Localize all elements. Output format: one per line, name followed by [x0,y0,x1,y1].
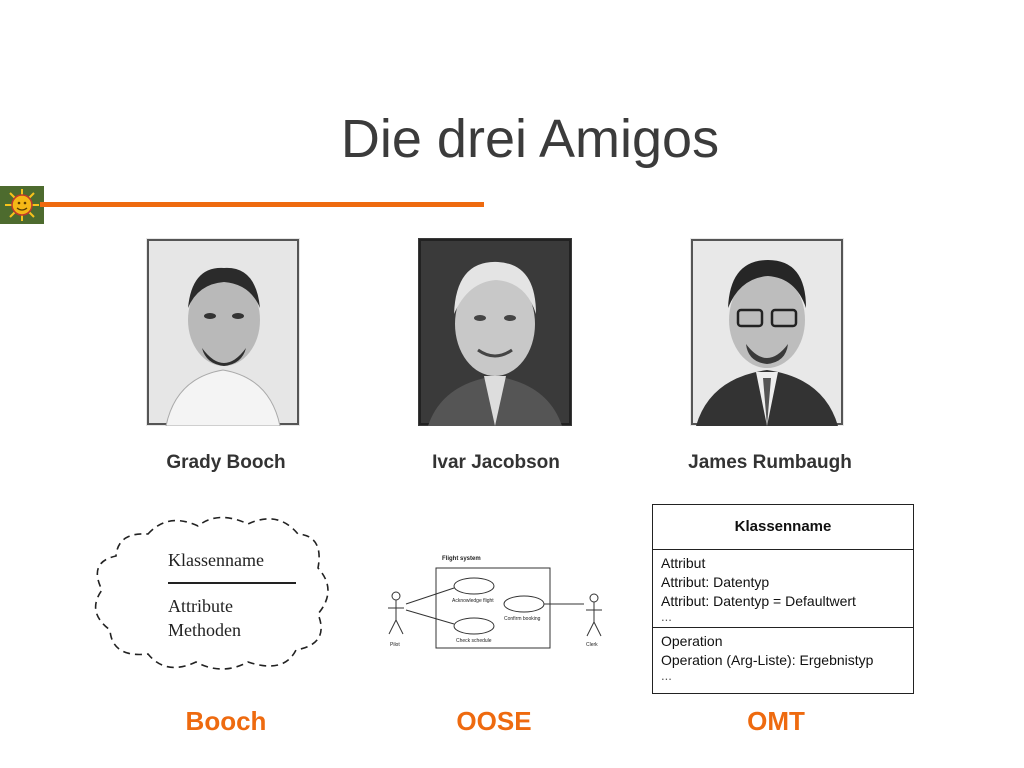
oose-actor-clerk: Clerk [586,642,598,648]
booch-class-cloud [88,512,338,672]
photo-grady-booch [146,238,300,426]
oose-use-case-2: Confirm booking [504,616,541,622]
name-grady-booch: Grady Booch [166,452,286,473]
label-omt: OMT [747,706,805,736]
title-divider [40,202,484,207]
label-oose: OOSE [456,706,532,736]
oose-system-label: Flight system [442,556,481,562]
omt-operation-ellipsis: ... [661,668,672,683]
oose-actor-pilot: Pilot [390,642,400,648]
oose-use-case-1: Acknowledge flight [452,598,494,604]
booch-separator [168,582,296,584]
omt-attributes [653,550,913,628]
label-booch: Booch [185,706,267,736]
omt-class-box [652,504,914,694]
omt-operation: Operation (Arg-Liste): Ergebnistyp [661,652,874,668]
booch-attributes: Attribute [168,596,233,616]
omt-operations [653,628,913,682]
name-ivar-jacobson: Ivar Jacobson [432,452,560,473]
omt-operation: Operation [661,633,723,649]
booch-methods: Methoden [168,620,241,640]
omt-attribute: Attribut [661,555,706,571]
oose-use-case-diagram [380,552,612,652]
photo-james-rumbaugh [690,238,844,426]
photo-ivar-jacobson [418,238,572,426]
booch-class-name: Klassenname [168,550,264,570]
name-james-rumbaugh: James Rumbaugh [688,452,852,473]
omt-attribute: Attribut: Datentyp = Defaultwert [661,593,856,609]
oose-use-case-3: Check schedule [456,638,492,644]
omt-attribute-ellipsis: ... [661,609,672,624]
omt-class-name: Klassenname [653,505,913,550]
omt-attribute: Attribut: Datentyp [661,574,770,590]
sun-icon [0,186,44,224]
slide-title: Die drei Amigos [340,109,720,169]
